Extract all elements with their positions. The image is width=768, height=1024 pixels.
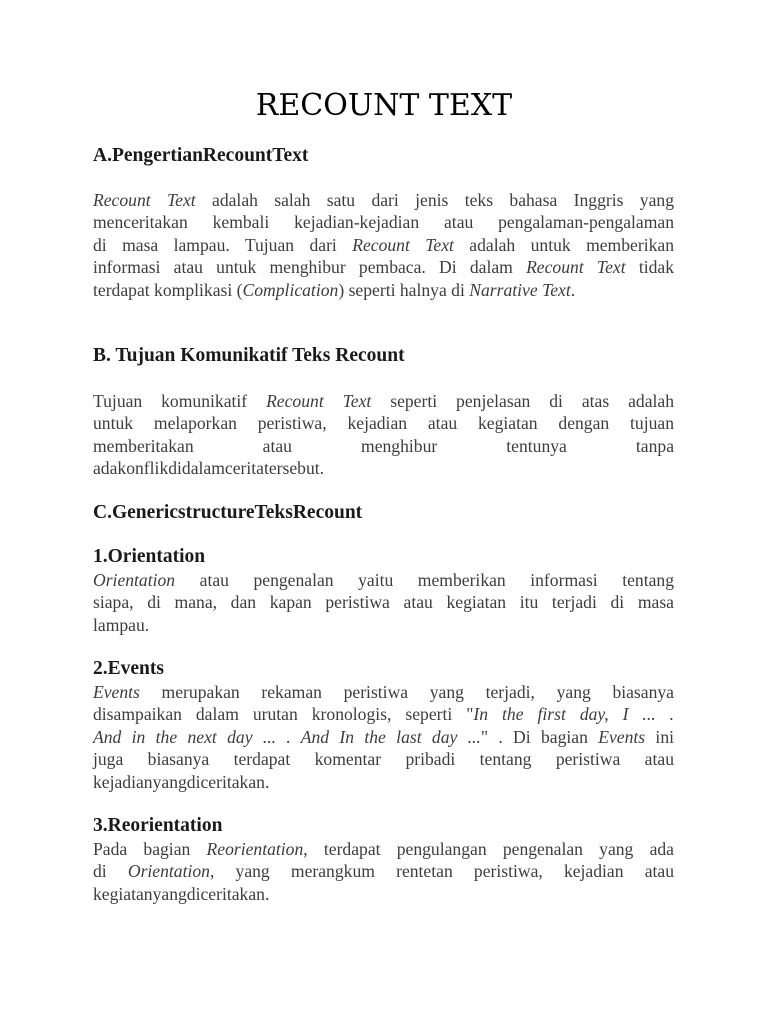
italic-term: Complication xyxy=(242,279,339,300)
italic-term: Orientation xyxy=(127,861,210,882)
para-line xyxy=(93,390,674,412)
text-run: untuk melaporkan peristiwa, kejadian atau kegiatan dengan tujuan xyxy=(93,413,674,434)
italic-term: Recount Text xyxy=(352,234,454,255)
text-run: , terdapat pengulangan pengenalan yang ada xyxy=(303,839,674,859)
para-line xyxy=(93,614,674,636)
subheading-events: 2.Events xyxy=(93,658,164,679)
para-line xyxy=(93,748,674,770)
section-b-paragraph xyxy=(93,390,674,480)
italic-term: Narrative Text xyxy=(469,279,571,300)
para-line xyxy=(93,189,674,211)
text-run: siapa, di mana, dan kapan peristiwa atau kegiatan itu terjadi di masa xyxy=(93,592,674,613)
italic-term: Events xyxy=(93,682,140,702)
text-run: Tujuan komunikatif xyxy=(93,391,267,411)
para-line xyxy=(93,681,674,703)
italic-term: Recount Text xyxy=(266,391,372,411)
para-line xyxy=(93,838,674,860)
para-line xyxy=(93,771,674,793)
para-line xyxy=(93,211,674,233)
subheading-orientation: 1.Orientation xyxy=(93,546,206,567)
section-a-paragraph xyxy=(93,189,674,301)
text-run: Pada bagian xyxy=(93,839,207,859)
para-line xyxy=(93,726,674,748)
para-line xyxy=(93,234,674,256)
section-heading-a: A.PengertianRecountText xyxy=(93,145,309,166)
para-line xyxy=(93,860,674,882)
text-run: menceritakan kembali kejadian-kejadian atau pengalaman-pengalaman xyxy=(93,212,674,233)
italic-term: And in the next day ... . And In the last day ... xyxy=(93,726,481,747)
text-run: ) seperti halnya di xyxy=(338,279,470,300)
italic-term: Recount Text xyxy=(93,190,196,210)
para-line xyxy=(93,569,674,591)
italic-term: Events xyxy=(598,726,646,747)
subheading-reorientation: 3.Reorientation xyxy=(93,815,223,836)
text-run: di xyxy=(93,861,128,882)
text-run: terdapat komplikasi ( xyxy=(93,279,243,300)
text-run: kegiatanyangdiceritakan. xyxy=(93,883,270,904)
para-line xyxy=(93,591,674,613)
text-run: kejadianyangdiceritakan. xyxy=(93,771,270,792)
page-title: RECOUNT TEXT xyxy=(255,88,513,123)
reorientation-paragraph xyxy=(93,838,674,905)
para-line xyxy=(93,279,674,301)
text-run: adalah untuk memberikan xyxy=(453,234,674,255)
para-line xyxy=(93,883,674,905)
para-line xyxy=(93,435,674,457)
italic-term: In the first day, I ... . xyxy=(473,704,674,725)
section-heading-c: C.GenericstructureTeksRecount xyxy=(93,502,363,523)
text-run: " . Di bagian xyxy=(480,726,599,747)
text-run: , yang merangkum rentetan peristiwa, kejadian atau xyxy=(209,861,674,882)
text-run: di masa lampau. Tujuan dari xyxy=(93,234,353,255)
text-run: merupakan rekaman peristiwa yang terjadi, yang biasanya xyxy=(139,682,674,702)
text-run: juga biasanya terdapat komentar pribadi tentang peristiwa atau xyxy=(93,749,674,770)
para-line xyxy=(93,412,674,434)
text-run: ini xyxy=(645,726,675,747)
italic-term: Recount Text xyxy=(526,257,626,278)
italic-term: Reorientation xyxy=(206,839,304,859)
section-heading-b: B. Tujuan Komunikatif Teks Recount xyxy=(93,345,405,366)
text-run: memberitakan atau menghibur tentunya tanpa xyxy=(93,435,674,456)
text-run: disampaikan dalam urutan kronologis, seperti " xyxy=(93,704,474,725)
para-line xyxy=(93,256,674,278)
italic-term: Orientation xyxy=(93,570,176,590)
para-line xyxy=(93,703,674,725)
orientation-paragraph xyxy=(93,569,674,636)
text-run: tidak xyxy=(625,257,675,278)
events-paragraph xyxy=(93,681,674,793)
text-run: lampau. xyxy=(93,614,150,635)
para-line xyxy=(93,457,674,479)
text-run: informasi atau untuk menghibur pembaca. Di dalam xyxy=(93,257,527,278)
text-run: atau pengenalan yaitu memberikan informasi tentang xyxy=(175,570,674,590)
text-run: . xyxy=(570,279,576,300)
text-run: adalah salah satu dari jenis teks bahasa Inggris yang xyxy=(195,190,674,210)
text-run: adakonflikdidalamceritatersebut. xyxy=(93,458,325,479)
text-run: seperti penjelasan di atas adalah xyxy=(371,391,675,411)
